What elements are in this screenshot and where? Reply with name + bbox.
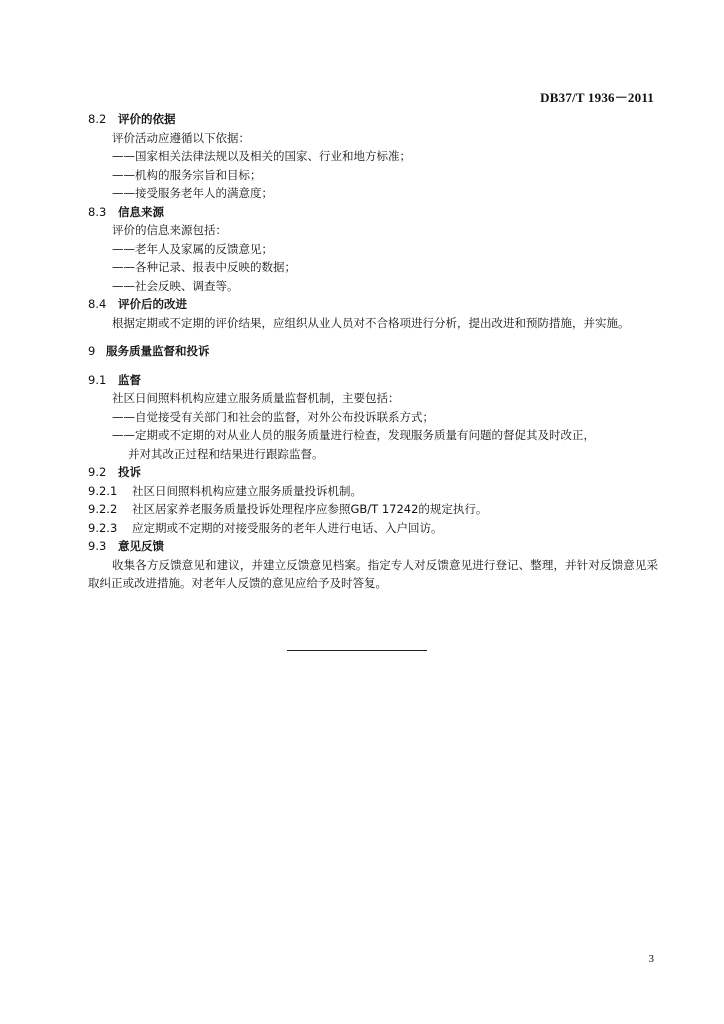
section-intro: 社区日间照料机构应建立服务质量监督机制，主要包括： — [112, 391, 400, 405]
section-number: 9.2 — [88, 465, 107, 479]
subsection-text: 应定期或不定期的对接受服务的老年人进行电话、入户回访。 — [132, 520, 443, 535]
subsection-9-2-1 — [88, 482, 658, 501]
subsection-9-2-2 — [88, 500, 658, 519]
section-title: 评价的依据 — [118, 112, 176, 126]
page-number: 3 — [648, 953, 654, 965]
subsection-9-2-3 — [88, 519, 658, 538]
list-item: ——社会反映、调查等。 — [112, 278, 239, 293]
list-item: ——老年人及家属的反馈意见； — [112, 241, 273, 256]
section-heading-9-1 — [88, 371, 658, 390]
subsection-number: 9.2.2 — [88, 502, 118, 516]
section-heading-9-3 — [88, 537, 658, 556]
subsection-number: 9.2.3 — [88, 520, 118, 535]
section-number: 8.4 — [88, 297, 107, 311]
subsection-text: 社区日间照料机构应建立服务质量投诉机制。 — [132, 483, 362, 498]
list-item: ——国家相关法律法规以及相关的国家、行业和地方标准； — [112, 149, 411, 163]
chapter-heading-9 — [88, 342, 658, 361]
section-title: 信息来源 — [118, 204, 164, 219]
list-item: ——机构的服务宗旨和目标； — [112, 167, 262, 182]
end-of-text-rule — [287, 650, 427, 651]
subsection-number: 9.2.1 — [88, 483, 118, 498]
section-intro: 评价的信息来源包括： — [112, 223, 227, 237]
list-item: ——各种记录、报表中反映的数据； — [112, 260, 296, 274]
section-heading-9-2 — [88, 463, 658, 482]
list-item: ——接受服务老年人的满意度； — [112, 186, 273, 200]
section-title: 评价后的改进 — [118, 297, 187, 311]
section-heading-8-4 — [88, 295, 658, 314]
chapter-title: 服务质量监督和投诉 — [106, 344, 210, 358]
list-item: ——自觉接受有关部门和社会的监督，对外公布投诉联系方式； — [112, 409, 434, 424]
document-body — [88, 110, 658, 593]
section-paragraph: 收集各方反馈意见和建议，并建立反馈意见档案。指定专人对反馈意见进行登记、整理，并针对反馈意见采取纠正或改进措施。对老年人反馈的意见应给予及时答复。 — [88, 557, 658, 590]
list-item: ——定期或不定期的对从业人员的服务质量进行检查，发现服务质量有问题的督促其及时改正， — [112, 428, 595, 442]
subsection-text: 社区居家养老服务质量投诉处理程序应参照GB/T 17242的规定执行。 — [132, 502, 488, 516]
section-intro: 评价活动应遵循以下依据： — [112, 130, 250, 145]
document-id: DB37/T 1936－2011 — [540, 90, 654, 105]
section-number: 8.3 — [88, 204, 107, 219]
section-title: 投诉 — [118, 465, 141, 479]
chapter-number: 9 — [88, 344, 96, 358]
section-number: 9.3 — [88, 539, 107, 553]
section-number: 9.1 — [88, 372, 107, 387]
list-item-continuation: 并对其改正过程和结果进行跟踪监督。 — [128, 446, 324, 461]
section-title: 监督 — [118, 372, 141, 387]
section-paragraph: 根据定期或不定期的评价结果，应组织从业人员对不合格项进行分析，提出改进和预防措施，并实施。 — [112, 315, 630, 330]
section-heading-8-2 — [88, 110, 658, 129]
section-number: 8.2 — [88, 112, 107, 126]
section-heading-8-3 — [88, 203, 658, 222]
section-title: 意见反馈 — [118, 539, 164, 553]
